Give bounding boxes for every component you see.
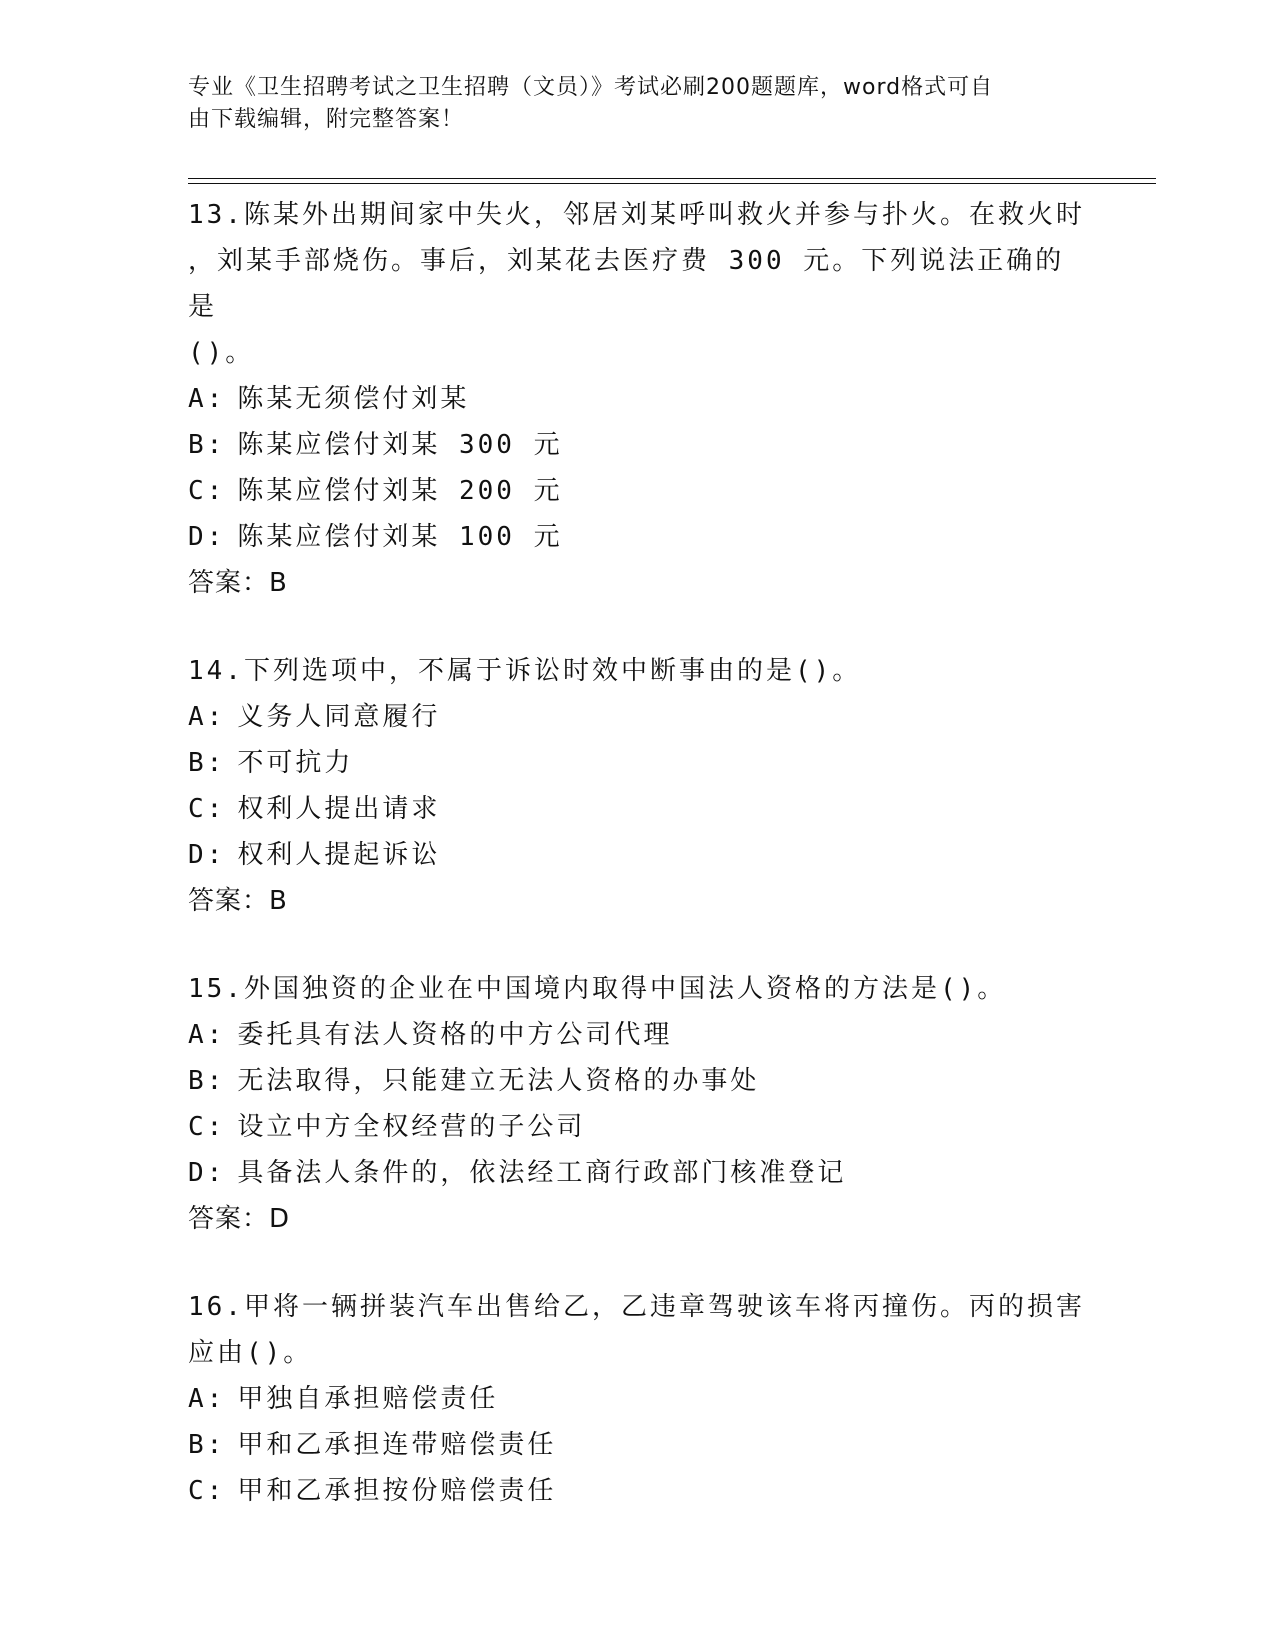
option-c <box>188 468 1088 514</box>
option-text: 义务人同意履行 <box>237 702 441 732</box>
option-text: 设立中方全权经营的子公司 <box>237 1112 586 1142</box>
option-text: 不可抗力 <box>237 748 354 778</box>
answer-line: 答案：B <box>188 568 288 598</box>
question-stem-line: 14.下列选项中，不属于诉讼时效中断事由的是()。 <box>188 656 862 686</box>
option-b <box>188 740 1088 786</box>
question-15 <box>188 966 1088 1242</box>
option-key: A: <box>188 1020 226 1050</box>
option-key: D: <box>188 1158 226 1188</box>
question-stem-line: ()。 <box>188 338 255 368</box>
question-13 <box>188 192 1088 606</box>
question-16 <box>188 1284 1088 1514</box>
option-text: 无法取得，只能建立无法人资格的办事处 <box>237 1066 760 1096</box>
header-divider-bottom <box>188 183 1156 184</box>
option-text: 陈某无须偿付刘某 <box>237 384 470 414</box>
answer-line: 答案：B <box>188 886 288 916</box>
option-key: B: <box>188 748 226 778</box>
option-a <box>188 694 1088 740</box>
option-a <box>188 376 1088 422</box>
option-c <box>188 786 1088 832</box>
option-key: B: <box>188 1430 226 1460</box>
option-key: C: <box>188 794 226 824</box>
option-key: A: <box>188 384 226 414</box>
option-c <box>188 1468 1088 1514</box>
option-text: 陈某应偿付刘某 100 元 <box>237 522 563 552</box>
option-text: 陈某应偿付刘某 200 元 <box>237 476 563 506</box>
option-text: 甲和乙承担连带赔偿责任 <box>237 1430 557 1460</box>
document-header <box>188 72 1068 136</box>
option-b <box>188 1422 1088 1468</box>
option-key: C: <box>188 1476 226 1506</box>
option-text: 权利人提起诉讼 <box>237 840 441 870</box>
option-b <box>188 422 1088 468</box>
option-key: C: <box>188 1112 226 1142</box>
option-b <box>188 1058 1088 1104</box>
header-line-1: 专业《卫生招聘考试之卫生招聘（文员）》考试必刷200题题库，word格式可自 <box>188 75 994 100</box>
option-text: 委托具有法人资格的中方公司代理 <box>237 1020 673 1050</box>
option-d <box>188 832 1088 878</box>
option-key: A: <box>188 702 226 732</box>
option-a <box>188 1376 1088 1422</box>
question-stem-line: 15.外国独资的企业在中国境内取得中国法人资格的方法是()。 <box>188 974 1007 1004</box>
option-text: 权利人提出请求 <box>237 794 441 824</box>
option-text: 陈某应偿付刘某 300 元 <box>237 430 563 460</box>
option-a <box>188 1012 1088 1058</box>
option-d <box>188 1150 1088 1196</box>
option-key: B: <box>188 1066 226 1096</box>
option-text: 具备法人条件的，依法经工商行政部门核准登记 <box>237 1158 847 1188</box>
question-stem-line: 16.甲将一辆拼装汽车出售给乙，乙违章驾驶该车将丙撞伤。丙的损害 <box>188 1292 1085 1322</box>
option-d <box>188 514 1088 560</box>
header-divider-top <box>188 178 1156 179</box>
question-list <box>188 192 1088 1556</box>
question-stem-line: ，刘某手部烧伤。事后，刘某花去医疗费 300 元。下列说法正确的是 <box>188 246 1065 322</box>
option-key: A: <box>188 1384 226 1414</box>
option-text: 甲和乙承担按份赔偿责任 <box>237 1476 557 1506</box>
header-line-2: 由下载编辑，附完整答案！ <box>188 107 465 132</box>
option-key: B: <box>188 430 226 460</box>
answer-line: 答案：D <box>188 1204 291 1234</box>
option-key: D: <box>188 522 226 552</box>
question-14 <box>188 648 1088 924</box>
question-stem-line: 13.陈某外出期间家中失火，邻居刘某呼叫救火并参与扑火。在救火时 <box>188 200 1085 230</box>
option-c <box>188 1104 1088 1150</box>
option-text: 甲独自承担赔偿责任 <box>237 1384 499 1414</box>
question-stem-line: 应由()。 <box>188 1338 313 1368</box>
option-key: C: <box>188 476 226 506</box>
option-key: D: <box>188 840 226 870</box>
